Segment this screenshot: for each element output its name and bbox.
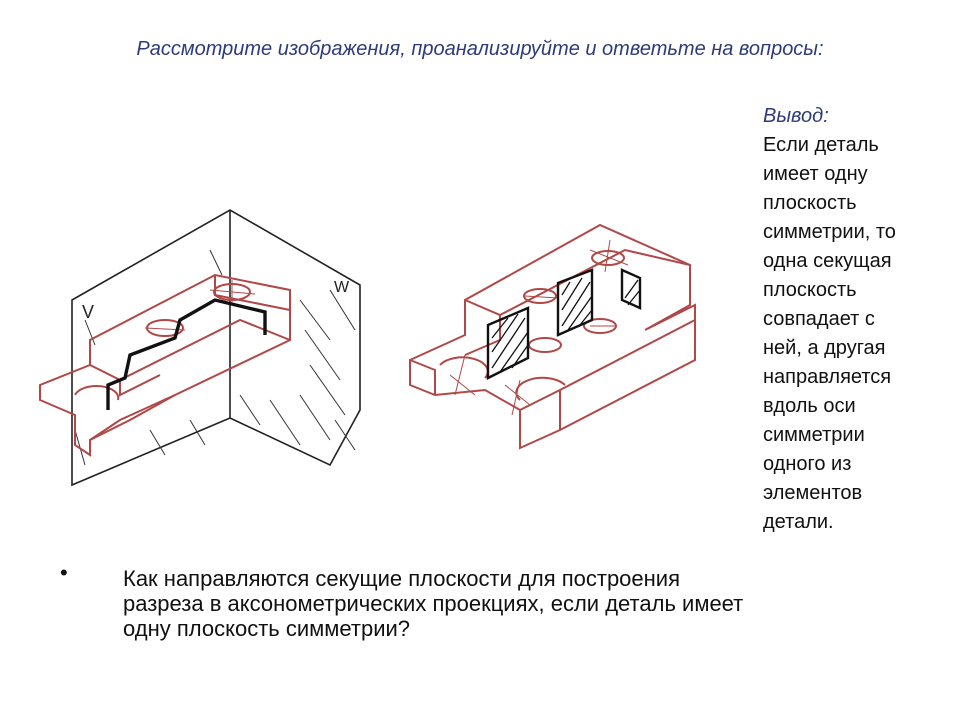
conclusion-title: Вывод: <box>763 105 829 127</box>
conclusion-text: Если деталь имеет одну плоскость симметрии, то одна секущая плоскость совпадает с ней, а другая направляется вдоль оси симметрии одного из элементов детали. <box>763 134 896 533</box>
right-axonometric-drawing <box>400 215 740 465</box>
left-axonometric-drawing <box>30 200 380 490</box>
slide-header: Рассмотрите изображения, проанализируйте и ответьте на вопросы: <box>136 38 824 60</box>
conclusion-block <box>763 102 953 537</box>
bullet-marker: • <box>60 560 68 585</box>
w-plane-hatching <box>240 290 355 450</box>
right-part-outline <box>410 225 695 448</box>
plane-label-v: V <box>82 302 95 322</box>
section-hatching <box>492 278 640 372</box>
plane-label-w: W <box>334 279 350 296</box>
question-text: Как направляются секущие плоскости для построения разреза в аксонометрических проекциях, если деталь имеет одну плоскость симметрии? <box>123 566 744 641</box>
axis-lines <box>450 240 628 415</box>
cut-contour <box>108 300 265 410</box>
